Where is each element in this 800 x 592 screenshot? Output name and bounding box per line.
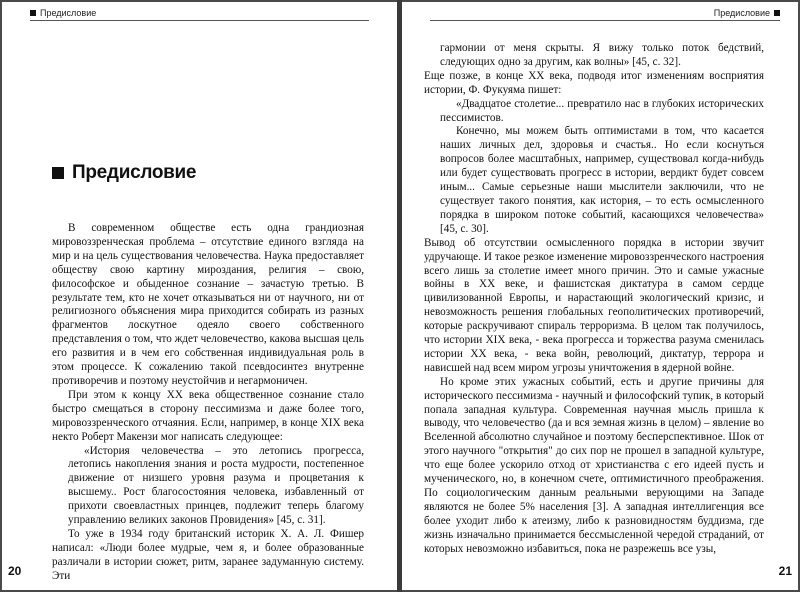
paragraph: Но кроме этих ужасных событий, есть и другие причины для исторического пессимизма - научный и философский тупик, в который попала западная культура. Современная научная мысль пришла к выводу, что человечество (да и вся земная жизнь в целом) – явление во Вселенной абсолютно случайное и поэтому бесперспективное. Шок от этого научного "открытия" до сих пор не прошел в западной культуре, что еще более ускорило отход от христианства с его идеей пусть и мученического, но, в конечном счете, оптимистичного преображения. По социологическим данным реальными верующими на Западе являются не более 5% населения [3]. А западная интеллигенция все более уходит либо к атеизму, либо к разновидностям буддизма, где жизнь изначально принимается бессмысленной чередой страданий, от которых невозможно избавиться, пока не разрежешь все узы, [424,375,764,555]
paragraph: При этом к концу XX века общественное сознание стало быстро смещаться в сторону пессимизма и даже более того, мировоззренческого отчаяния. Если, например, в конце XIX века некто Роберт Макензи мог написать следующее: [52,388,364,443]
running-head [714,8,780,18]
paragraph: То уже в 1934 году британский историк Х. А. Л. Фишер написал: «Люди более мудрые, чем я, и более образованные различали в истории сюжет, ритм, заранее задуманную систему. Эти [52,527,364,582]
paragraph: Вывод об отсутствии осмысленного порядка в истории звучит удручающе. И такое резкое изменение мировоззренческого настроения всего лишь за столетие имеет много причин. Это и самые ужасные войны в XX веке, и фашистская диктатура в самом сердце цивилизованной Европы, и нарастающий экологический кризис, и невозможность решения глобальных геополитических противоречий, которые раскручивают спираль терроризма. В целом так получилось, что истории XIX века, - века прогресса и торжества разума сменилась истории XX века, - века войн, революций, диктатур, террора и нависшей над всем миром угрозы уничтожения в ядерной войне. [424,236,764,374]
square-bullet-icon [52,167,64,179]
body-text [52,222,364,584]
chapter-title-text: Предисловие [72,162,197,183]
quote: гармонии от меня скрыты. Я вижу только поток бедствий, следующих одно за другим, как волны» [45, с. 32]. [440,42,764,68]
quote: «Двадцатое столетие... превратило нас в глубоких исторических пессимистов. [440,97,764,124]
paragraph: Еще позже, в конце XX века, подводя итог изменениям восприятия истории, Ф. Фукуяма пишет: [424,69,764,96]
square-bullet-icon [774,10,780,16]
running-head-text: Предисловие [713,8,770,18]
chapter-title [52,162,196,184]
body-text [424,42,764,557]
running-head-text: Предисловие [40,8,97,18]
header-rule [430,20,780,21]
right-page [402,2,798,590]
square-bullet-icon [30,10,36,16]
quote: «История человечества – это летопись прогресса, летопись накопления знания и роста мудрости, постепенное движение от низшего уровня разума и процветания к высшему.. Рост благосостояния человека, избавленный от прихоти своевластных принцев, подлежит теперь благому управлению великих законов Провидения» [45, с. 31]. [68,444,364,527]
paragraph: В современном обществе есть одна грандиозная мировоззренческая проблема – отсутствие единого взгляда на мир и на цель существования человечества. Наука предоставляет обществу свою картину мироздания, религия – свою, философское и обыденное сознание – зачастую третью. В результате тем, кто не хочет отказываться ни от научного, ни от религиозного объяснения мира приходится собирать из разных фрагментов лоскутное одеяло своего собственного представления о том, что ждет человечество, какова высшая цель его развития и в чем его собственная индивидуальная роль в этом процессе. К сожалению такой псевдосинтез внутренне противоречив и поэтому неустойчив и негармоничен. [52,222,364,387]
page-number: 21 [778,564,792,578]
header-rule [30,20,369,21]
page-number: 20 [8,564,22,578]
running-head [30,8,96,18]
quote: Конечно, мы можем быть оптимистами в том, что касается наших личных дел, здоровья и счастья.. Но если коснуться вопросов более масштабных, например, существовал когда-нибудь или будет существовать прогресс в истории, вердикт будет совсем иным... Самые серьезные наши мыслители заключили, что не существует такого понятия, как история, – то есть осмысленного порядка в широком потоке событий, касающихся человечества» [45, с. 30]. [440,125,764,235]
left-page [2,2,397,590]
